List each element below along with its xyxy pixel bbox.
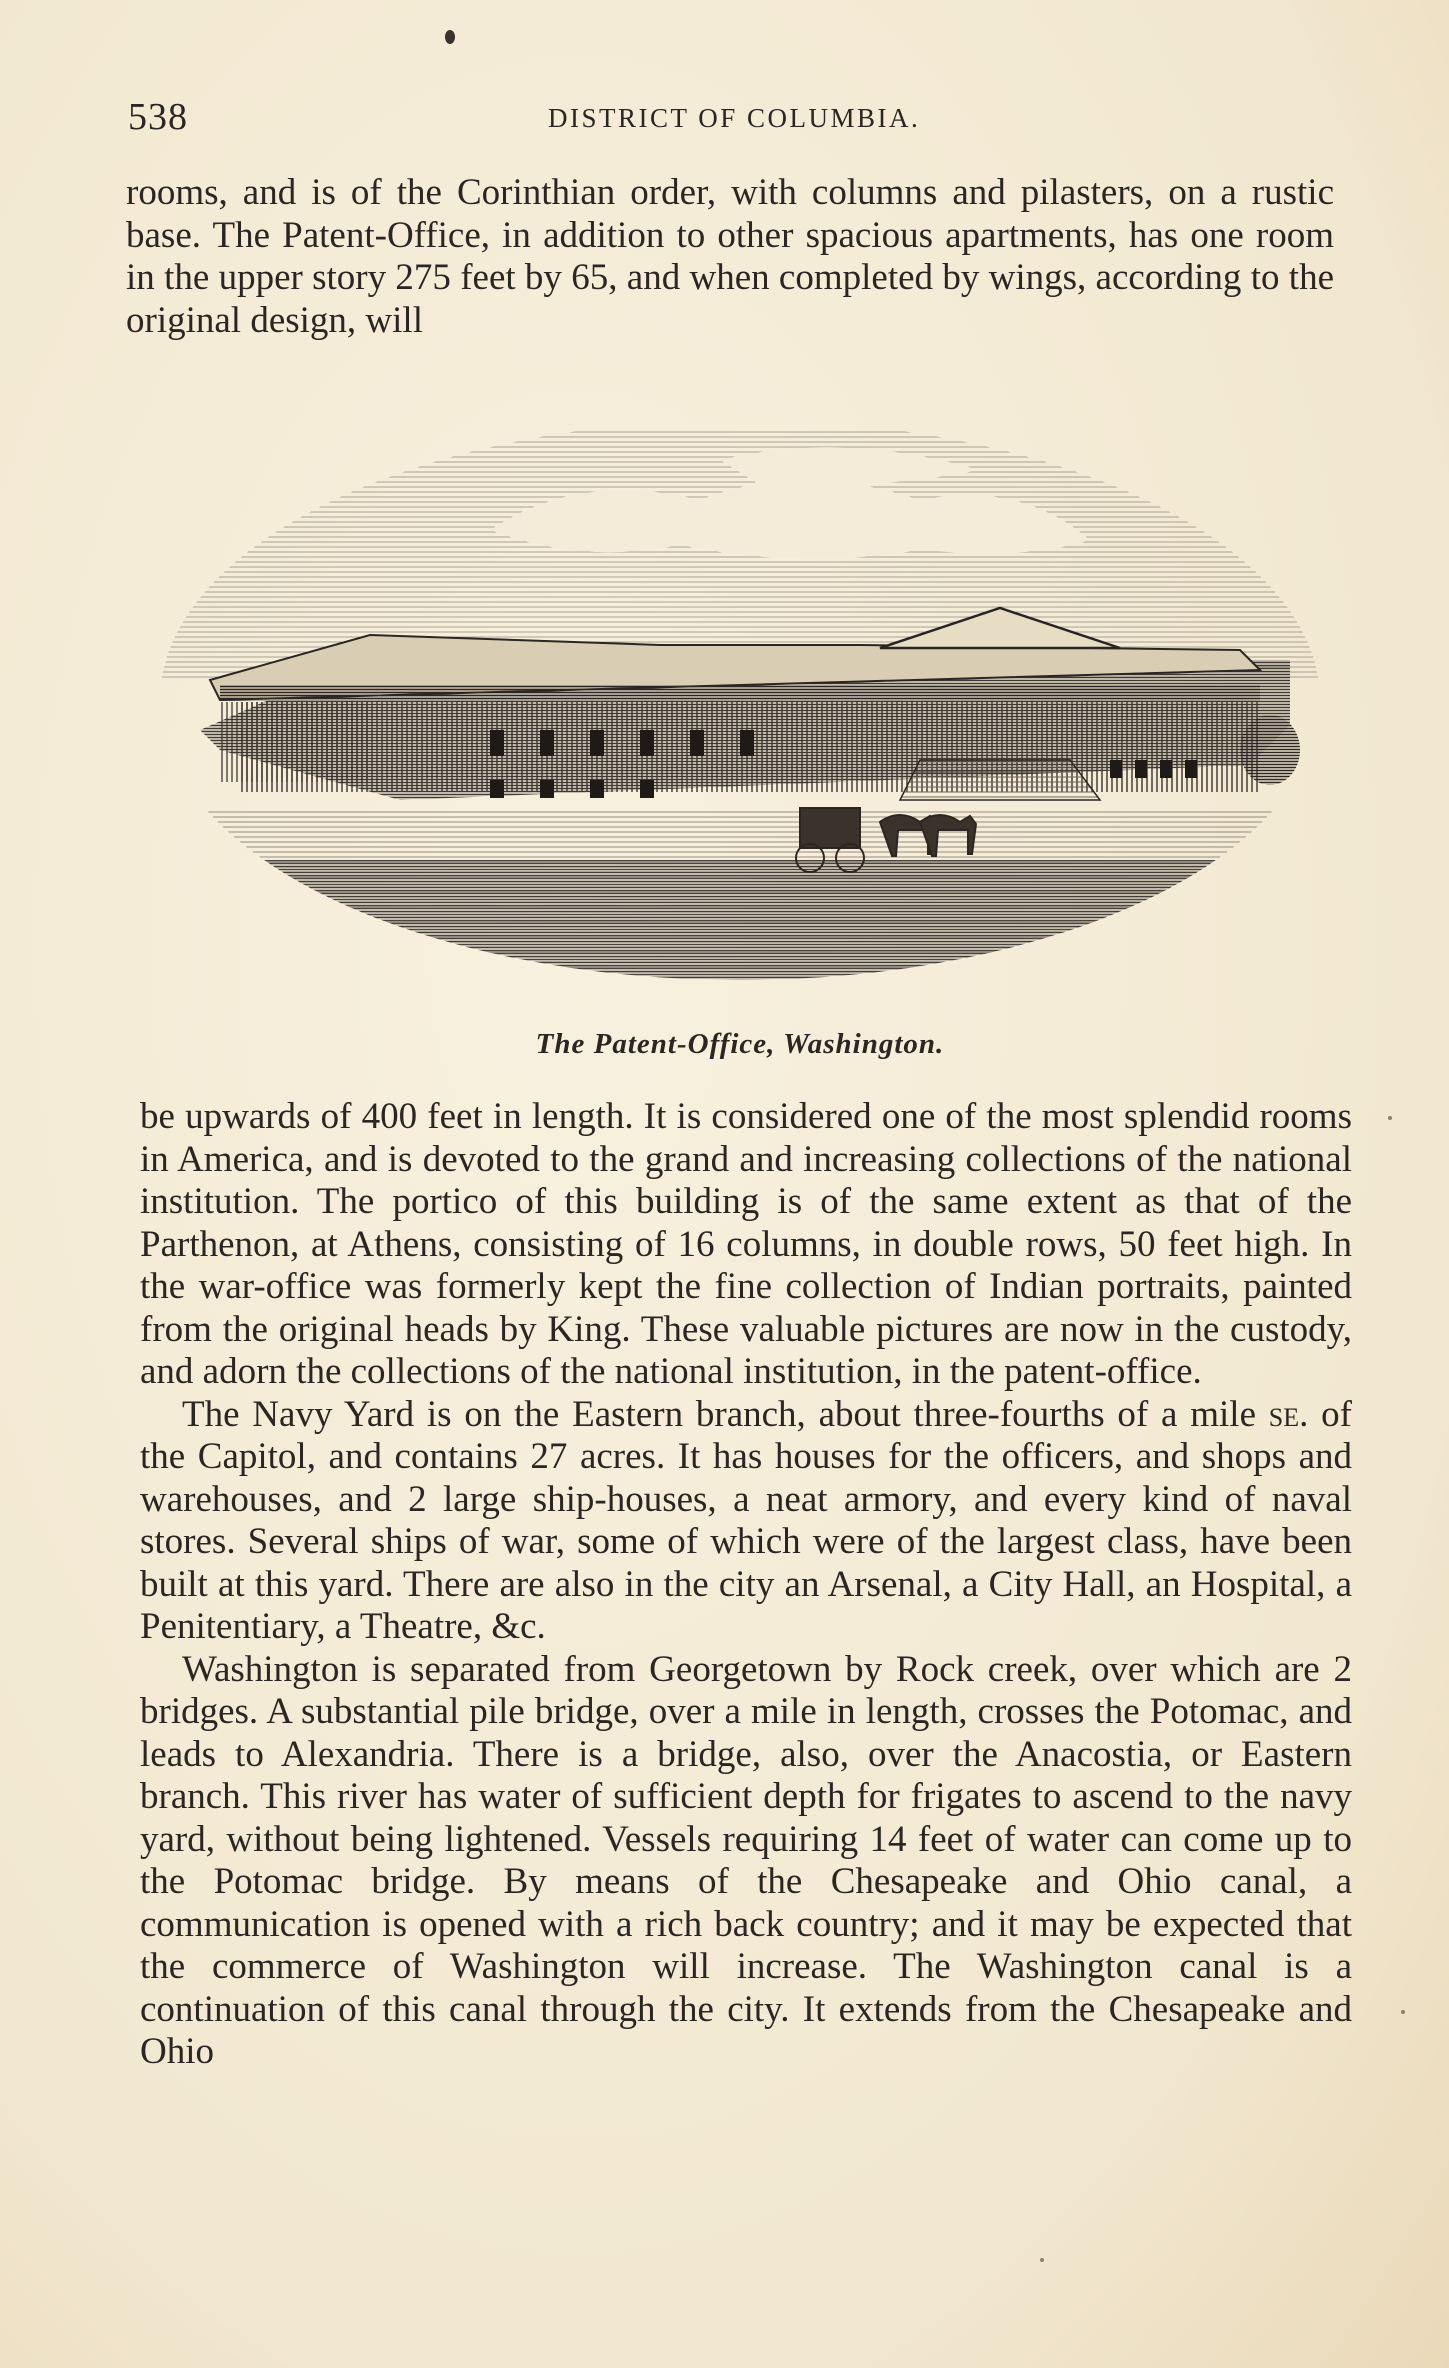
figure-patent-office bbox=[160, 430, 1320, 1060]
navy-yard-abbrev: se. bbox=[1268, 1393, 1309, 1435]
patent-office-engraving bbox=[160, 430, 1320, 1010]
ink-speck bbox=[1401, 2010, 1405, 2014]
navy-yard-text-1: The Navy Yard is on the Eastern branch, about three-fourths of a mile bbox=[182, 1393, 1269, 1435]
text-block-bottom bbox=[140, 1096, 1352, 2074]
ink-speck bbox=[1388, 1116, 1392, 1120]
paragraph-continuation: be upwards of 400 feet in length. It is considered one of the most splendid rooms in America, and is devoted to the grand and increasing collections of the national institution. The portico of this building is of the same extent as that of the Parthenon, at Athens, consisting of 16 columns, in double rows, 50 feet high. In the war-office was formerly kept the fine collection of Indian portraits, painted from the original heads by King. These valuable pictures are now in the custody, and adorn the collections of the national institution, in the patent-office. bbox=[140, 1096, 1352, 1392]
figure-caption: The Patent-Office, Washington. bbox=[535, 1028, 945, 1060]
paragraph-top: rooms, and is of the Corinthian order, with columns and pilasters, on a rustic base. The Patent-Office, in addition to other spacious apartments, has one room in the upper story 275 feet by 65, and when completed by wings, according to the original design, will bbox=[126, 172, 1334, 341]
navy-yard-text-2: of the Capitol, and contains 27 acres. It has houses for the officers, and shops and warehouses, and 2 large ship-houses, a neat armory, and every kind of naval stores. Several ships of war, some of which were of the largest class, have been built at this yard. There are also in the city an Arsenal, a City Hall, an Hospital, a Penitentiary, a Theatre, &c. bbox=[140, 1393, 1352, 1647]
paragraph-navy-yard bbox=[140, 1394, 1352, 1649]
running-head: DISTRICT OF COLUMBIA. bbox=[548, 103, 921, 133]
page-number: 538 bbox=[128, 96, 188, 138]
text-block-top bbox=[126, 172, 1334, 342]
page-header bbox=[128, 95, 1338, 145]
paragraph-washington: Washington is separated from Georgetown by Rock creek, over which are 2 bridges. A substantial pile bridge, over a mile in length, crosses the Potomac, and leads to Alexandria. There is a bridge, also, over the Anacostia, or Eastern branch. This river has water of sufficient depth for frigates to ascend to the navy yard, without being lightened. Vessels requiring 14 feet of water can come up to the Potomac bridge. By means of the Chesapeake and Ohio canal, a communication is opened with a rich back country; and it may be expected that the commerce of Washington will increase. The Washington canal is a continuation of this canal through the city. It extends from the Chesapeake and Ohio bbox=[140, 1648, 1352, 2072]
ink-speck bbox=[445, 30, 455, 44]
ink-speck bbox=[1040, 2258, 1044, 2262]
